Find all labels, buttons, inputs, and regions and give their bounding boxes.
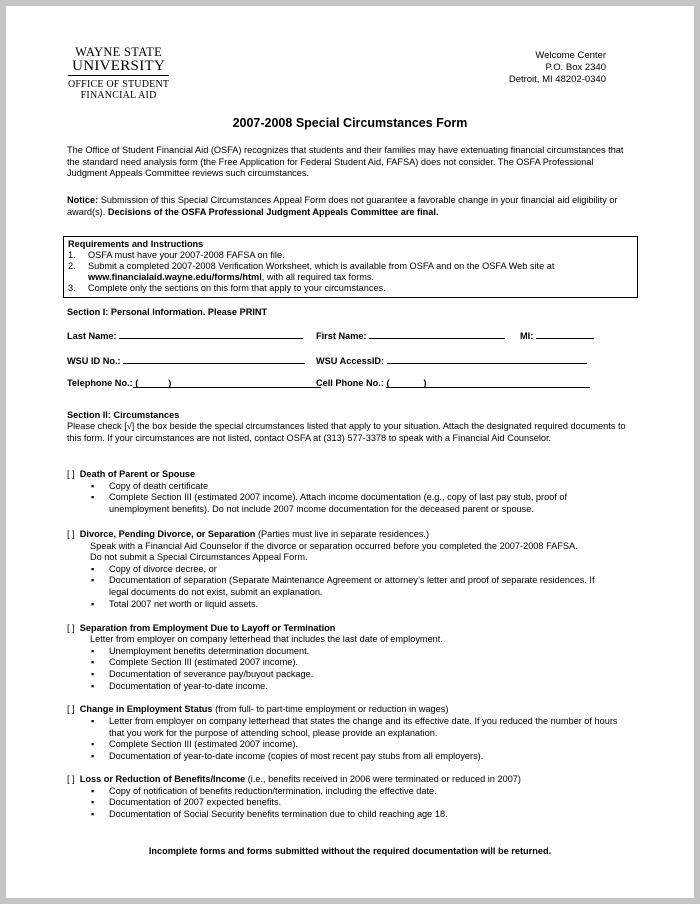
logo-line-2: UNIVERSITY <box>68 59 169 76</box>
req-text: www.financialaid.wayne.edu/forms/html, with all required tax forms. <box>88 272 375 282</box>
first-name-field: First Name: <box>316 329 505 341</box>
req-num: 1. <box>68 250 76 260</box>
bullet-item: ▪ Documentation of Social Security benefits termination due to child reaching age 18. <box>91 809 448 819</box>
last-name-field: Last Name: <box>67 329 303 341</box>
logo-line-1: WAYNE STATE <box>75 45 163 59</box>
notice-paragraph <box>67 195 627 218</box>
req-text: Complete only the sections on this form that apply to your circumstances. <box>88 283 386 293</box>
checkbox[interactable]: [ ] <box>67 774 75 784</box>
circumstance-death: [ ] Death of Parent or Spouse <box>67 469 196 479</box>
bullet-item: ▪ Copy of death certificate <box>91 481 209 491</box>
bullet-item: ▪ Complete Section III (estimated 2007 income). <box>91 739 298 749</box>
notice-bold: Decisions of the OSFA Professional Judgment Appeals Committee are final. <box>107 206 439 217</box>
wsu-accessid-input[interactable] <box>387 354 587 364</box>
cell-phone-input[interactable]: ( ) <box>386 378 590 388</box>
telephone-field: Telephone No.: ( ) <box>67 378 321 388</box>
first-name-input[interactable] <box>369 329 505 339</box>
cell-phone-field: Cell Phone No.: ( ) <box>316 378 590 388</box>
section2-heading: Section II: Circumstances <box>67 410 180 420</box>
footer-warning: Incomplete forms and forms submitted without the required documentation will be returned. <box>148 846 552 856</box>
section2-instructions: Please check [√] the box beside the special circumstances listed that apply to your situation. Attach the designated required documents to this form. If your circumstances are not listed, contact OSFA at (313) 577-3378 to speak with a Financial Aid Counselor. <box>67 421 626 443</box>
mailing-address <box>509 50 606 86</box>
bullet-item: ▪ Documentation of separation (Separate Maintenance Agreement or attorney’s letter and proof of separate residences. If legal documents do not exist, submit an explanation. <box>91 575 595 597</box>
bullet-item: ▪ Copy of divorce decree, or <box>91 564 217 574</box>
circumstance-layoff: [ ] Separation from Employment Due to Layoff or Termination <box>67 623 336 633</box>
website-url[interactable]: www.financialaid.wayne.edu/forms/html <box>88 272 262 282</box>
wsu-id-field: WSU ID No.: <box>67 354 305 366</box>
bullet-item: ▪ Copy of notification of benefits reduction/termination, including the effective date. <box>91 786 437 796</box>
mi-input[interactable] <box>536 329 594 339</box>
wsu-accessid-field: WSU AccessID: <box>316 354 587 366</box>
logo-line-3: OFFICE OF STUDENT <box>68 78 170 90</box>
telephone-input[interactable]: ( ) <box>133 378 321 388</box>
mi-field: MI: <box>520 329 594 341</box>
university-logo <box>68 46 169 101</box>
bullet-item: ▪ Total 2007 net worth or liquid assets. <box>91 599 259 609</box>
bullet-item: ▪ Documentation of severance pay/buyout package. <box>91 669 314 679</box>
address-line: Detroit, MI 48202-0340 <box>508 74 606 85</box>
bullet-item: ▪ Documentation of 2007 expected benefits. <box>91 797 282 807</box>
checkbox[interactable]: [ ] <box>67 623 75 633</box>
requirements-heading: Requirements and Instructions <box>68 239 204 249</box>
notice-text: Submission of this Special Circumstances Appeal Form does not guarantee a favorable change in your financial aid eligibility or award(s). <box>67 195 618 217</box>
circumstance-divorce: [ ] Divorce, Pending Divorce, or Separation (Parties must live in separate residences.) <box>67 529 430 539</box>
address-line: Welcome Center <box>535 50 606 61</box>
notice-label: Notice: <box>67 195 99 205</box>
bullet-item: ▪ Letter from employer on company letterhead that states the change and its effective date. If you reduced the number of hours that you work for the purpose of attending school, please provide an explanation. <box>91 716 618 738</box>
note-line: Speak with a Financial Aid Counselor if the divorce or separation occurred before you completed the 2007-2008 FAFSA. <box>90 541 578 551</box>
logo-line-4: FINANCIAL AID <box>80 89 157 101</box>
note-line: Letter from employer on company letterhead that includes the last date of employment. <box>90 634 443 644</box>
form-title: 2007-2008 Special Circumstances Form <box>232 116 468 130</box>
intro-paragraph: The Office of Student Financial Aid (OSFA) recognizes that students and their families may have extenuating financial circumstances that the standard need analysis form (the Free Application for Federal Student Aid, FAFSA) does not consider. The OSFA Professional Judgment Appeals Committee reviews such circumstances. <box>67 145 624 178</box>
bullet-item: ▪ Complete Section III (estimated 2007 income). <box>91 657 298 667</box>
circumstance-employment-change: [ ] Change in Employment Status (from full- to part-time employment or reduction in wages) <box>67 704 449 714</box>
bullet-item: ▪ Complete Section III (estimated 2007 income). Attach income documentation (e.g., copy of last pay stub, proof of unemployment benefits). Do not include 2007 income documentation for the deceased parent or spouse. <box>91 492 568 514</box>
checkbox[interactable]: [ ] <box>67 529 75 539</box>
circumstance-benefits-loss: [ ] Loss or Reduction of Benefits/Income (i.e., benefits received in 2006 were terminated or reduced in 2007) <box>67 774 521 784</box>
req-num: 3. <box>68 283 76 293</box>
section1-heading: Section I: Personal Information. Please PRINT <box>67 307 268 317</box>
bullet-item: ▪ Documentation of year-to-date income. <box>91 681 268 691</box>
checkbox[interactable]: [ ] <box>67 469 75 479</box>
bullet-item: ▪ Documentation of year-to-date income (copies of most recent pay stubs from all employers). <box>91 751 484 761</box>
last-name-input[interactable] <box>119 329 303 339</box>
note-line: Do not submit a Special Circumstances Appeal Form. <box>90 552 308 562</box>
wsu-id-input[interactable] <box>123 354 305 364</box>
req-num: 2. <box>68 261 76 271</box>
req-text: Submit a completed 2007-2008 Verification Worksheet, which is available from OSFA and on the OSFA Web site at <box>88 261 555 271</box>
form-page <box>6 6 694 898</box>
bullet-item: ▪ Unemployment benefits determination document. <box>91 646 310 656</box>
checkbox[interactable]: [ ] <box>67 704 75 714</box>
requirements-box <box>63 236 638 298</box>
address-line: P.O. Box 2340 <box>545 62 606 73</box>
req-text: OSFA must have your 2007-2008 FAFSA on file. <box>88 250 285 260</box>
